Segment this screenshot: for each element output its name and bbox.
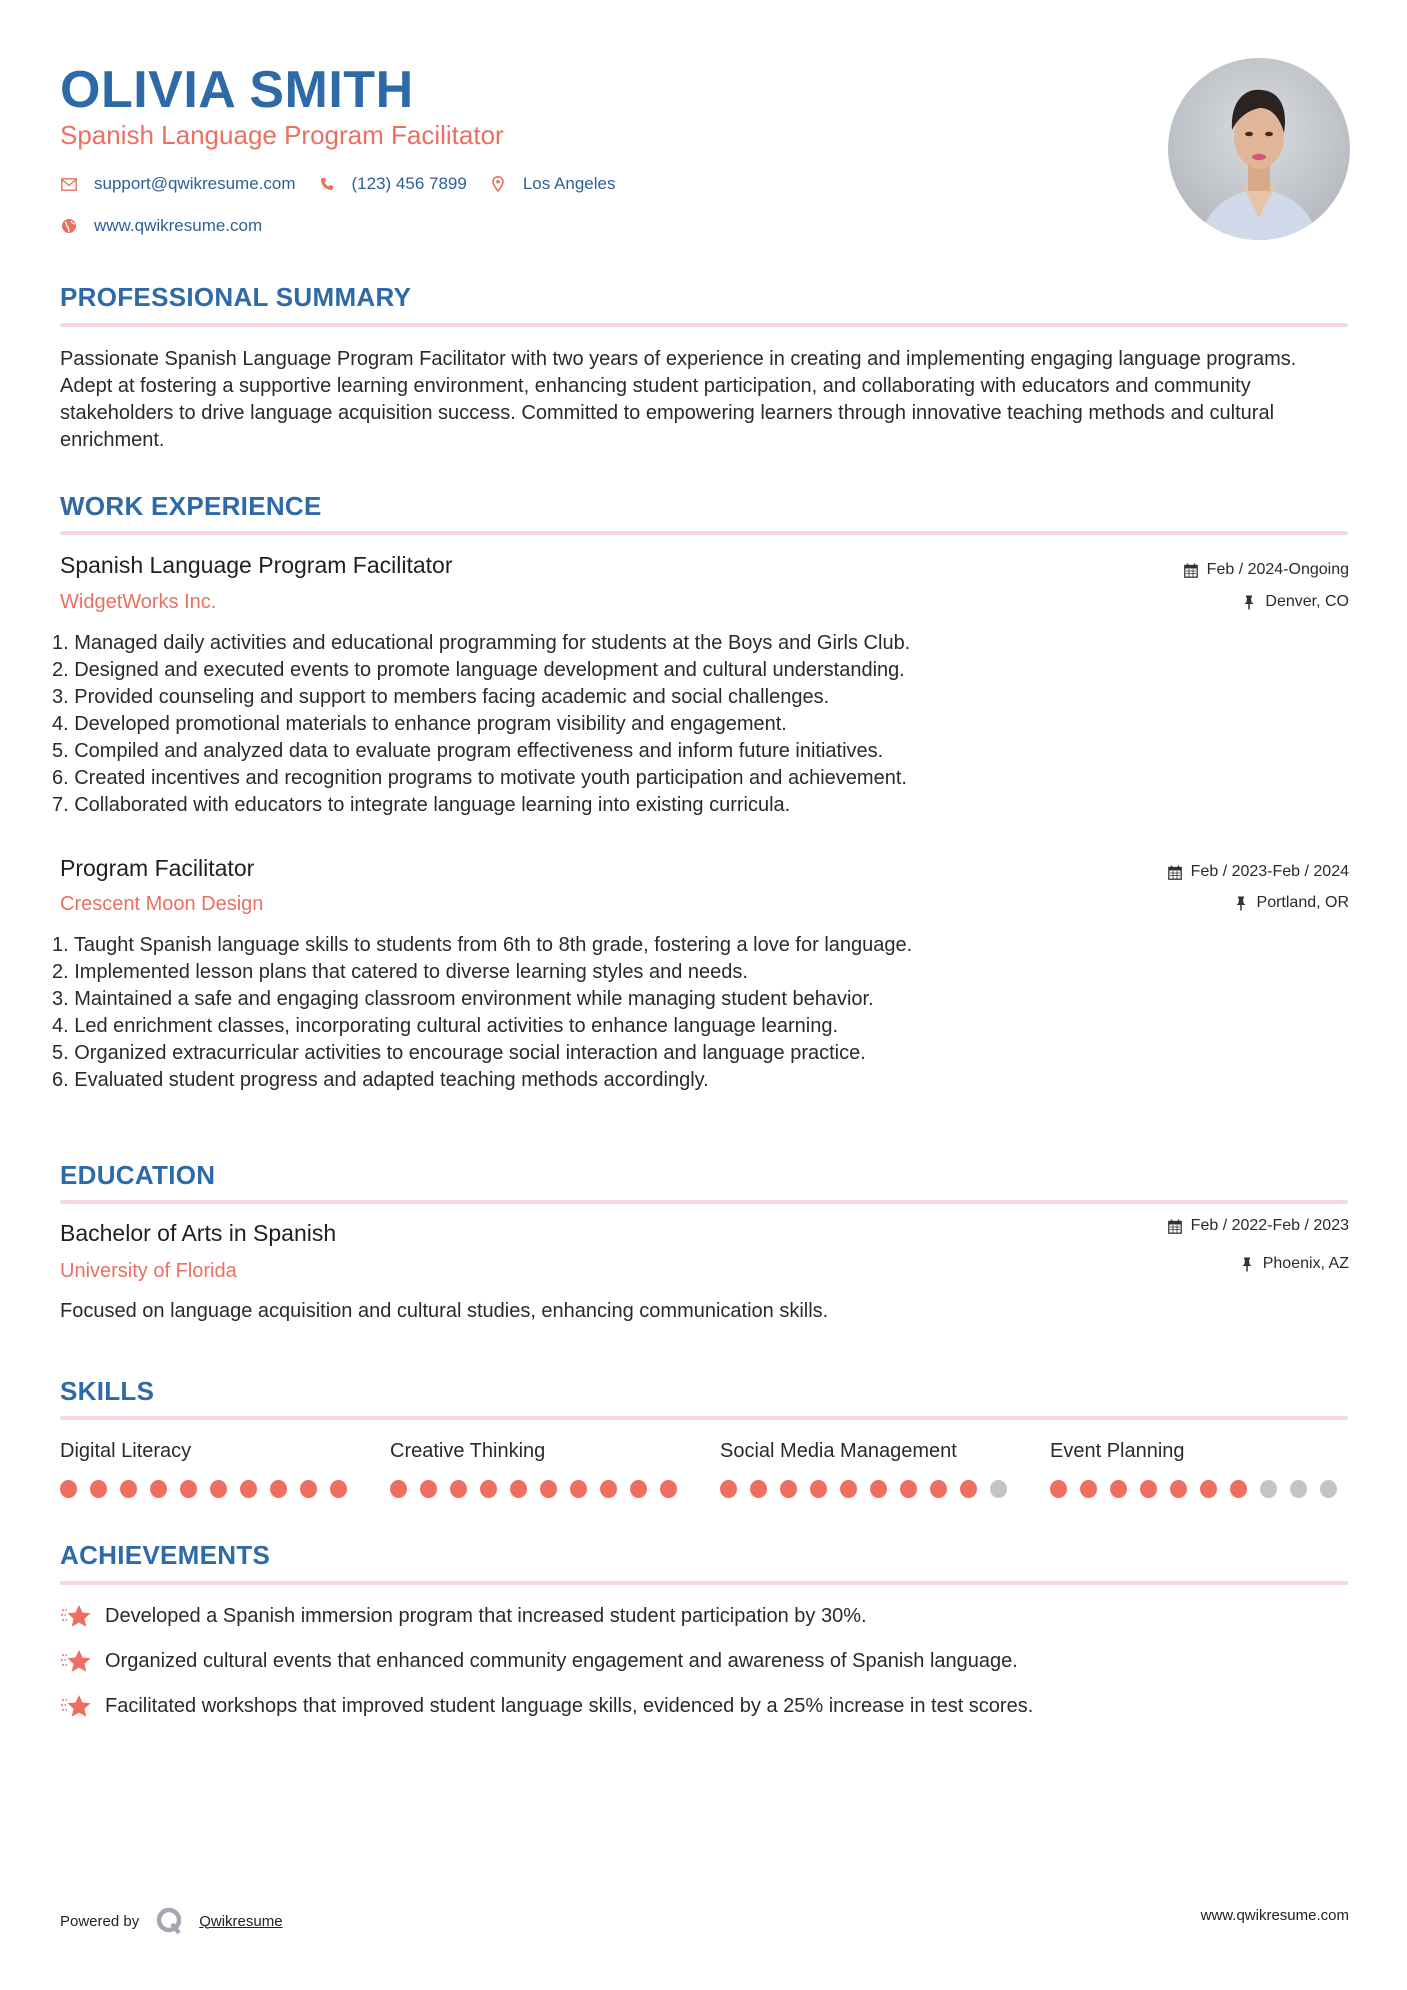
rating-dot-filled [600,1480,617,1498]
star-icon [60,1602,92,1630]
achievement-item: Developed a Spanish immersion program that increased student participation by 30%. [60,1602,867,1630]
section-divider [60,1416,1348,1420]
rating-dot-filled [900,1480,917,1498]
section-divider [60,323,1348,327]
rating-dot-filled [480,1480,497,1498]
skill-rating [1050,1480,1350,1498]
qwikresume-logo-icon [155,1906,185,1936]
skill-name: Social Media Management [720,1440,957,1462]
rating-dot-filled [1170,1480,1187,1498]
list-item: 3. Maintained a safe and engaging classroom environment while managing student behavior. [52,988,874,1010]
list-item: 3. Provided counseling and support to members facing academic and social challenges. [52,686,830,708]
powered-by-label: Powered by [60,1912,140,1930]
skill-name: Event Planning [1050,1440,1185,1462]
job-location: Portland, OR [1233,894,1349,912]
rating-dot-filled [750,1480,767,1498]
calendar-icon [1167,864,1183,880]
degree-title: Bachelor of Arts in Spanish [60,1220,337,1246]
rating-dot-filled [780,1480,797,1498]
contact-row-primary [60,174,637,194]
rating-dot-filled [240,1480,257,1498]
rating-dot-filled [180,1480,197,1498]
rating-dot-filled [1230,1480,1247,1498]
company-name: Crescent Moon Design [60,893,264,915]
rating-dot-filled [960,1480,977,1498]
list-item: 2. Designed and executed events to promote language development and cultural understanding. [52,659,905,681]
rating-dot-filled [510,1480,527,1498]
job-dates: Feb / 2023-Feb / 2024 [1167,863,1349,881]
calendar-icon [1167,1218,1183,1234]
section-title-skills: SKILLS [60,1376,155,1406]
rating-dot-empty [1320,1480,1337,1498]
skill-item [720,1440,1020,1498]
skill-name: Digital Literacy [60,1440,192,1462]
section-title-education: EDUCATION [60,1160,216,1190]
job-title: Program Facilitator [60,855,255,881]
email-text: support@qwikresume.com [94,174,296,193]
rating-dot-filled [720,1480,737,1498]
map-pin-icon [489,175,507,193]
company-name: WidgetWorks Inc. [60,591,217,613]
education-location: Phoenix, AZ [1239,1255,1349,1273]
job-title: Spanish Language Program Facilitator [60,552,453,578]
rating-dot-filled [1050,1480,1067,1498]
list-item: 4. Led enrichment classes, incorporating cultural activities to enhance language learning. [52,1015,839,1037]
phone-icon [318,175,336,193]
contact-row-secondary [60,216,284,236]
skill-item [1050,1440,1350,1498]
globe-icon [60,217,78,235]
rating-dot-empty [990,1480,1007,1498]
summary-text: Passionate Spanish Language Program Facilitator with two years of experience in creating and implementing engaging language programs. Adept at fostering a supportive learning environment, enhancing student participation, and collaborating with educators and community stakeholders to drive language acquisition success. Committed to empowering learners through innovative teaching methods and cultural enrichment. [60,348,1297,451]
pushpin-icon [1233,895,1249,911]
rating-dot-filled [450,1480,467,1498]
rating-dot-filled [870,1480,887,1498]
education-dates: Feb / 2022-Feb / 2023 [1167,1217,1349,1235]
rating-dot-filled [330,1480,347,1498]
list-item: 5. Organized extracurricular activities to encourage social interaction and language practice. [52,1042,866,1064]
skill-name: Creative Thinking [390,1440,546,1462]
rating-dot-filled [930,1480,947,1498]
rating-dot-empty [1260,1480,1277,1498]
section-divider [60,1581,1348,1585]
contact-phone[interactable] [318,174,467,194]
skill-rating [60,1480,360,1498]
list-item: 1. Taught Spanish language skills to students from 6th to 8th grade, fostering a love for language. [52,934,913,956]
envelope-icon [60,175,78,193]
rating-dot-filled [300,1480,317,1498]
rating-dot-filled [540,1480,557,1498]
section-divider [60,531,1348,535]
location-text: Los Angeles [522,174,616,193]
pushpin-icon [1241,594,1257,610]
skill-rating [390,1480,690,1498]
rating-dot-filled [660,1480,677,1498]
rating-dot-filled [1080,1480,1097,1498]
qwikresume-link[interactable]: Qwikresume [199,1912,283,1930]
list-item: 4. Developed promotional materials to enhance program visibility and engagement. [52,713,787,735]
rating-dot-filled [630,1480,647,1498]
rating-dot-empty [1290,1480,1307,1498]
list-item: 6. Evaluated student progress and adapted teaching methods accordingly. [52,1069,709,1091]
job-location: Denver, CO [1241,593,1349,611]
rating-dot-filled [1140,1480,1157,1498]
section-title-experience: WORK EXPERIENCE [60,491,322,521]
list-item: 2. Implemented lesson plans that catered to diverse learning styles and needs. [52,961,748,983]
footer-powered-by [60,1906,283,1936]
pushpin-icon [1239,1256,1255,1272]
star-icon [60,1692,92,1720]
contact-website[interactable] [60,216,262,236]
calendar-icon [1183,562,1199,578]
job-bullets [52,932,1252,1094]
job-dates: Feb / 2024-Ongoing [1183,561,1349,579]
achievement-item: Facilitated workshops that improved student language skills, evidenced by a 25% increase in test scores. [60,1692,1033,1720]
rating-dot-filled [150,1480,167,1498]
rating-dot-filled [120,1480,137,1498]
candidate-name: OLIVIA SMITH [60,61,414,119]
rating-dot-filled [90,1480,107,1498]
website-text: www.qwikresume.com [94,216,263,235]
rating-dot-filled [1110,1480,1127,1498]
candidate-headline: Spanish Language Program Facilitator [60,120,504,150]
list-item: 5. Compiled and analyzed data to evaluate program effectiveness and inform future initiatives. [52,740,884,762]
list-item: 6. Created incentives and recognition programs to motivate youth participation and achievement. [52,767,907,789]
section-title-achievements: ACHIEVEMENTS [60,1540,271,1570]
skill-rating [720,1480,1020,1498]
education-description: Focused on language acquisition and cultural studies, enhancing communication skills. [60,1300,829,1322]
list-item: 1. Managed daily activities and educational programming for students at the Boys and Girls Club. [52,632,911,654]
contact-email[interactable] [60,174,296,194]
rating-dot-filled [420,1480,437,1498]
section-divider [60,1200,1348,1204]
rating-dot-filled [570,1480,587,1498]
school-name: University of Florida [60,1260,237,1282]
profile-photo [1168,58,1350,240]
rating-dot-filled [840,1480,857,1498]
section-title-summary: PROFESSIONAL SUMMARY [60,282,412,312]
rating-dot-filled [390,1480,407,1498]
list-item: 7. Collaborated with educators to integrate language learning into existing curricula. [52,794,791,816]
rating-dot-filled [270,1480,287,1498]
star-icon [60,1647,92,1675]
rating-dot-filled [1200,1480,1217,1498]
job-bullets [52,630,1252,819]
achievement-item: Organized cultural events that enhanced community engagement and awareness of Spanish language. [60,1647,1018,1675]
footer-url[interactable]: www.qwikresume.com [1200,1907,1349,1924]
rating-dot-filled [810,1480,827,1498]
skill-item [390,1440,690,1498]
phone-text: (123) 456 7899 [351,174,467,193]
rating-dot-filled [60,1480,77,1498]
skill-item [60,1440,360,1498]
rating-dot-filled [210,1480,227,1498]
contact-location [489,174,616,194]
